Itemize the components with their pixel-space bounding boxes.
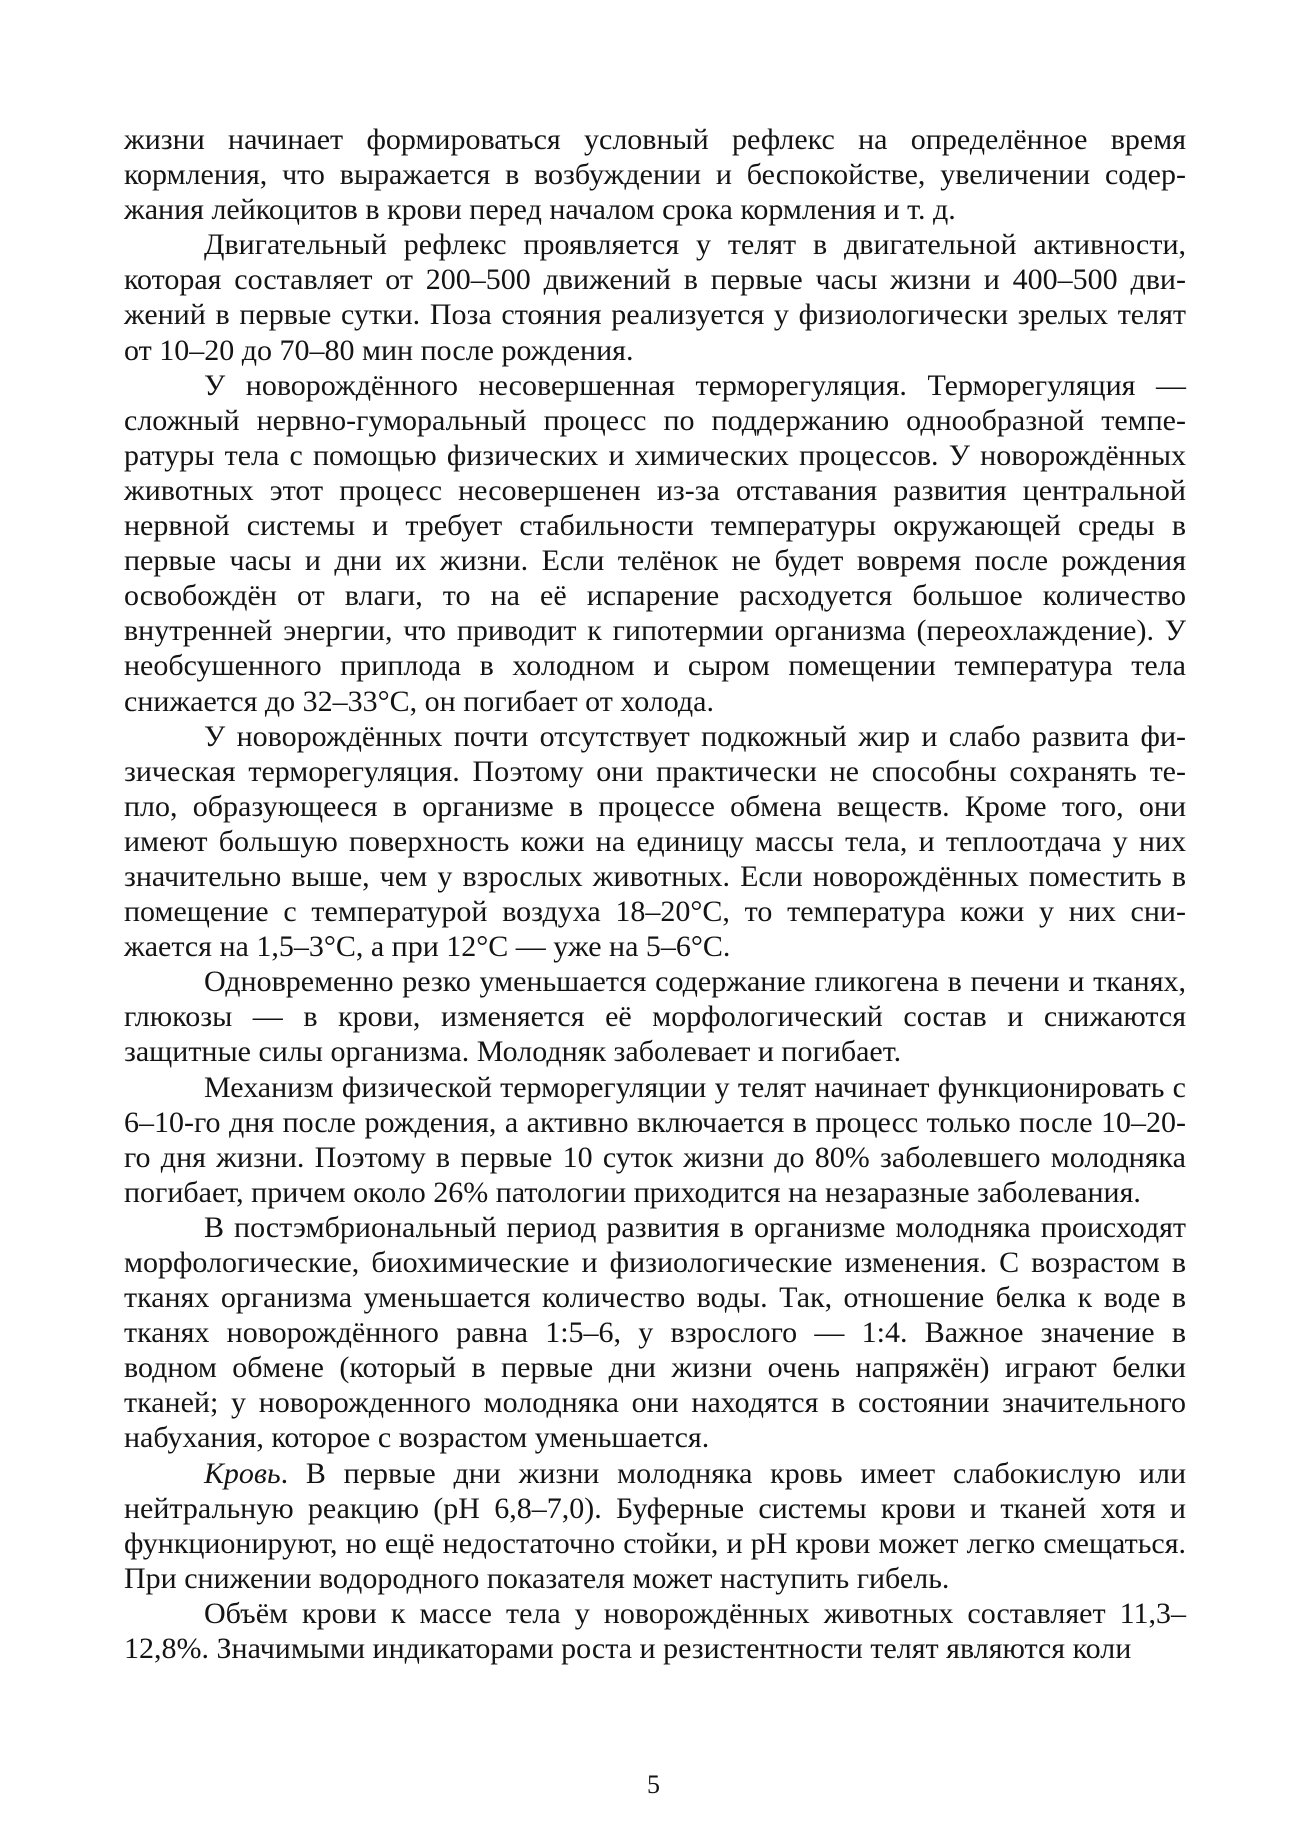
page-body [124,122,1186,1666]
paragraph [124,1070,1186,1210]
paragraph-text: Двигательный рефлекс проявляется у телят в двигательной активности, которая составляет от 200–500 движений в первые часы жизни и 400–500 движений в первые сутки. Поза стояния реализуется у физиологически зрелых телят от 10–20 до 70–80 мин после рождения. [124,228,1186,367]
paragraph-lead-term: Кровь [204,1456,281,1490]
paragraph [124,964,1186,1069]
paragraph-text: В постэмбриональный период развития в организме молодняка происходят морфологические, биохимические и физиологические изменения. С возрастом в тканях организма уменьшается количество воды. Так, отношение белка к воде в тканях новорождённого равна 1:5–6, у взрослого — 1:4. Важное значение в водном обмене (который в первые дни жизни очень напряжён) играют белки тканей; у новорожденного молодняка они находятся в состоянии значительного набухания, которое с возрастом уменьшается. [124,1210,1186,1455]
paragraph [124,1210,1186,1456]
page-number: 5 [647,1770,660,1799]
paragraph-text: жизни начинает формироваться условный рефлекс на определённое время кормления, что выражается в возбуждении и беспокойстве, увеличении содержания лейкоцитов в крови перед началом срока кормления и т. д. [124,123,1186,227]
paragraph-text: У новорождённого несовершенная терморегуляция. Терморегуляция — сложный нервно-гуморальный процесс по поддержанию однообразной температуры тела с помощью физических и химических процессов. У новорождённых животных этот процесс несовершенен из-за отставания развития центральной нервной системы и требует стабильности температуры окружающей среды в первые часы и дни их жизни. Если телёнок не будет вовремя после рождения освобождён от влаги, то на её испарение расходуется большое количество внутренней энергии, что приводит к гипотермии организма (переохлаждение). У необсушенного приплода в холодном и сыром помещении температура тела снижается до 32–33°С, он погибает от холода. [124,368,1186,718]
paragraph [124,719,1186,965]
paragraph-text: Объём крови к массе тела у новорождённых животных составляет 11,3–12,8%. Значимыми индикаторами роста и резистентности телят являются коли [124,1596,1186,1666]
paragraph-text: Механизм физической терморегуляции у телят начинает функционировать с 6–10-го дня после рождения, а активно включается в процесс только после 10–20-го дня жизни. Поэтому в первые 10 суток жизни до 80% заболевшего молодняка погибает, причем около 26% патологии приходится на незаразные заболевания. [124,1070,1186,1209]
paragraph [124,227,1186,367]
paragraph [124,368,1186,719]
paragraph-text: У новорождённых почти отсутствует подкожный жир и слабо развита физическая терморегуляция. Поэтому они практически не способны сохранять тепло, образующееся в организме в процессе обмена веществ. Кроме того, они имеют большую поверхность кожи на единицу массы тела, и теплоотдача у них значительно выше, чем у взрослых животных. Если новорождённых поместить в помещение с температурой воздуха 18–20°С, то температура кожи у них снижается на 1,5–3°С, а при 12°С — уже на 5–6°С. [124,719,1186,964]
paragraph-text: Одновременно резко уменьшается содержание гликогена в печени и тканях, глюкозы — в крови, изменяется её морфологический состав и снижаются защитные силы организма. Молодняк заболевает и погибает. [124,965,1186,1069]
paragraph-text: . В первые дни жизни молодняка кровь имеет слабокислую или нейтральную реакцию (рН 6,8–7,0). Буферные системы крови и тканей хотя и функционируют, но ещё недостаточно стойки, и рН крови может легко смещаться. При снижении водородного показателя может наступить гибель. [124,1456,1186,1595]
paragraph [124,1456,1186,1596]
paragraph [124,122,1186,227]
paragraph [124,1596,1186,1666]
